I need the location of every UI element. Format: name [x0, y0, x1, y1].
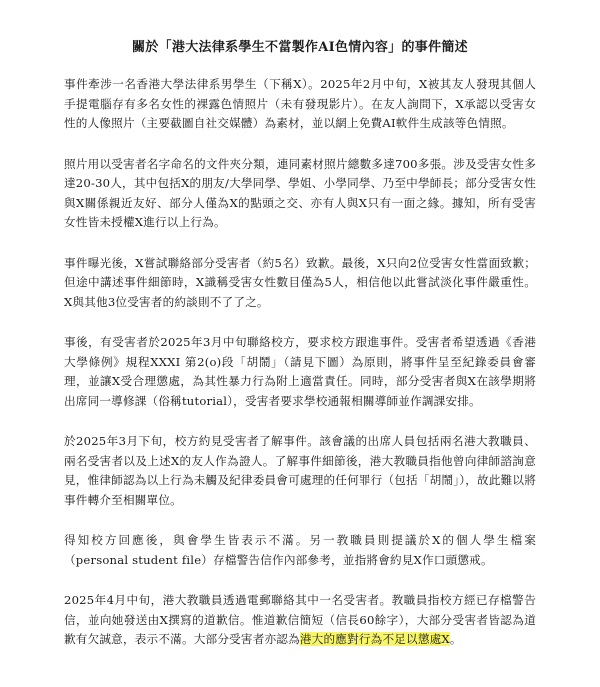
paragraph-5: 於2025年3月下旬，校方約見受害者了解事件。該會議的出席人員包括兩名港大教職員、兩名受害者以及上述X的友人作為證人。了解事件細節後，港大教職員指他曾向律師諮詢意見，惟律師認為以上行為未觸及紀律委員會可處理的任何罪行（包括「胡鬧」），故此難以將事件轉介至相關單位。 [64, 434, 536, 507]
paragraph-4: 事後，有受害者於2025年3月中旬聯絡校方，要求校方跟進事件。受害者希望透過《香港大學條例》規程XXXI 第2(o)段「胡鬧」（請見下圖）為原則，將事件呈至紀錄委員會審理，並讓X受合理懲處，為其性暴力行為附上適當責任。同時，部分受害者與X在該學期將出席同一導修課（俗稱tutorial），受害者要求學校通報相關導師並作調課安排。 [64, 335, 536, 408]
paragraph-3: 事件曝光後，X嘗試聯絡部分受害者（約5名）致歉。最後，X只向2位受害女性當面致歉；但途中講述事件細節時，X識稱受害女性數目僅為5人，相信他以此嘗試淡化事件嚴重性。X與其他3位受害者的約談則不了了之。 [64, 255, 536, 309]
paragraph-7 [64, 591, 536, 650]
paragraph-7-end: 。 [449, 632, 462, 646]
paragraph-1: 事件牽涉一名香港大學法律系男學生（下稱X）。2025年2月中旬，X被其友人發現其個人手提電腦存有多名女性的裸露色情照片（未有發現影片）。在友人詢問下，X承認以受害女性的人像照片（主要截圖自社交媒體）為素材，並以網上免費AI軟件生成該等色情照。 [64, 77, 536, 130]
paragraph-6: 得知校方回應後，與會學生皆表示不滿。另一教職員則提議於X的個人學生檔案（personal student file）存檔警告信作內部參考，並指將會約見X作口頭懲戒。 [64, 533, 536, 567]
document-title: 關於「港大法律系學生不當製作AI色情內容」的事件簡述 [132, 40, 468, 55]
highlighted-text: 港大的應對行為不足以懲處X [299, 632, 450, 646]
paragraph-2: 照片用以受害者名字命名的文件夾分類，連同素材照片總數多達700多張。涉及受害女性多達20-30人，其中包括X的朋友/大學同學、學姐、小學同學、乃至中學師長；部分受害女性與X關係親近友好、部分人僅為X的點頭之交、亦有人與X只有一面之緣。據知，所有受害女性皆未授權X進行以上行為。 [64, 156, 536, 229]
paragraph-7-text: 2025年4月中旬，港大教職員透過電郵聯絡其中一名受害者。教職員指校方經已存檔警告信，並向她發送由X撰寫的道歉信。惟道歉信簡短（信長60餘字），大部分受害者皆認為道歉有欠誠意，表示不滿。大部分受害者亦認為 [64, 593, 536, 646]
